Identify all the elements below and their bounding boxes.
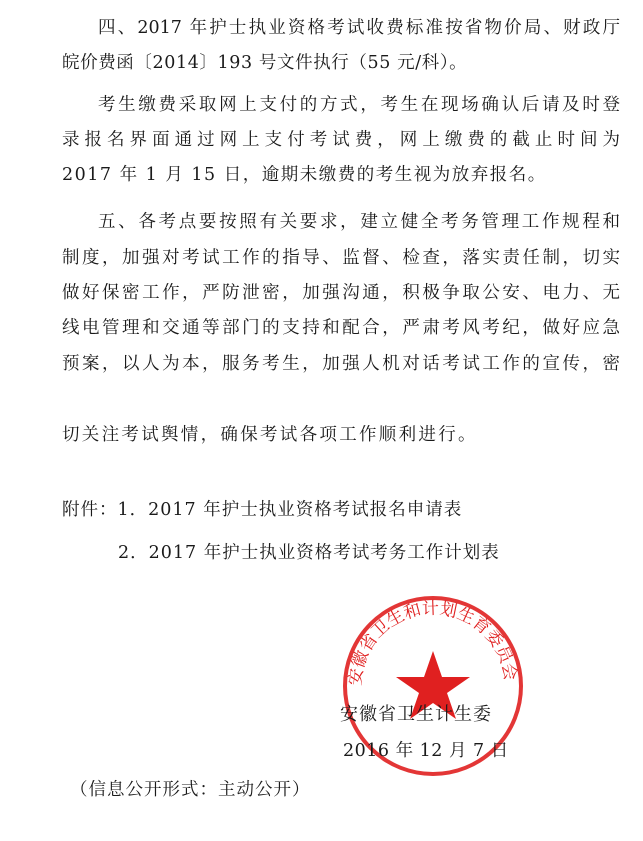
text-line: 皖价费函〔2014〕193 号文件执行（55 元/科）。 [62, 53, 468, 73]
text-line: 制度，加强对考试工作的指导、监督、检查，落实责任制，切实 [62, 248, 620, 268]
seal-lettering: 安徽省卫生和计划生育委员会 [345, 598, 521, 687]
attachment-1: 附件：1．2017 年护士执业资格考试报名申请表 [62, 500, 463, 520]
text-line: 录报名界面通过网上支付考试费，网上缴费的截止时间为 [62, 130, 620, 150]
disclosure-note: （信息公开形式：主动公开） [70, 780, 311, 800]
signature-org: 安徽省卫生计生委 [340, 704, 492, 725]
text-line: 2017 年 1 月 15 日，逾期未缴费的考生视为放弃报名。 [62, 165, 547, 185]
text-line: 五、各考点要按照有关要求，建立健全考务管理工作规程和 [98, 212, 620, 232]
text-line: 做好保密工作，严防泄密，加强沟通，积极争取公安、电力、无 [62, 283, 620, 303]
text-line: 考生缴费采取网上支付的方式，考生在现场确认后请及时登 [98, 95, 620, 115]
signature-date: 2016 年 12 月 7 日 [343, 741, 509, 761]
attachment-2: 2．2017 年护士执业资格考试考务工作计划表 [118, 543, 500, 563]
text-line: 预案，以人为本，服务考生，加强人机对话考试工作的宣传，密 [62, 354, 620, 374]
text-line: 切关注考试舆情，确保考试各项工作顺利进行。 [62, 425, 478, 445]
text-line: 线电管理和交通等部门的支持和配合，严肃考风考纪，做好应急 [62, 318, 620, 338]
text-line: 四、2017 年护士执业资格考试收费标准按省物价局、财政厅 [98, 18, 620, 38]
